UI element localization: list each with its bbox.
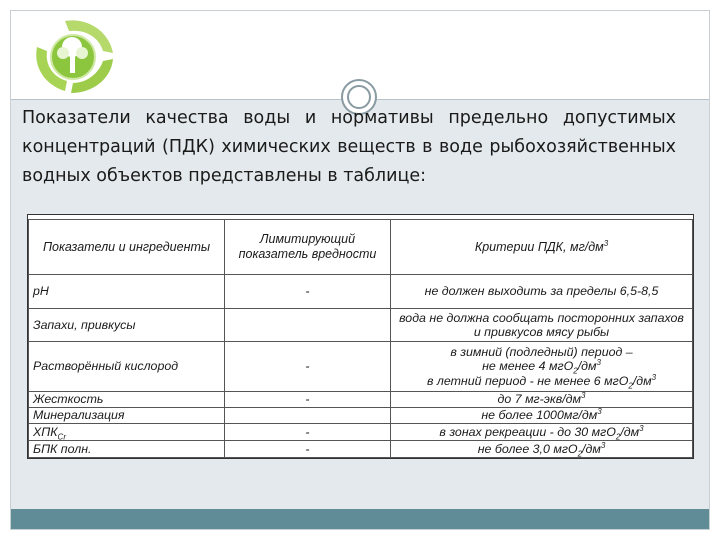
- pdk-table-container: [27, 214, 694, 459]
- table-row: [29, 441, 693, 458]
- criteria-winter-line2: не менее 4 мгО: [482, 359, 574, 374]
- header-pdk-criteria: Критерии ПДК, $мг/дм^3$: [391, 220, 693, 275]
- table-row: [29, 408, 693, 424]
- recycle-earth-logo-icon: [25, 15, 121, 95]
- table-header-row: [29, 220, 693, 275]
- row-criteria: до 7 $мг-экв/дм^3$: [391, 392, 693, 408]
- row-criteria: вода не должна сообщать посторонних запахов и привкусов мясу рыбы: [391, 309, 693, 342]
- row-criteria: не более $1000мг/дм^3$: [391, 408, 693, 424]
- row-name: рН: [29, 275, 225, 309]
- table-row: [29, 424, 693, 441]
- row-limit: -: [225, 275, 391, 309]
- header-indicators: Показатели и ингредиенты: [29, 220, 225, 275]
- criteria-summer-line: в летний период - не менее 6 мгО: [426, 373, 629, 388]
- table-row: [29, 309, 693, 342]
- row-name: БПК полн.: [29, 441, 225, 458]
- table-row: [29, 392, 693, 408]
- criteria-winter-line1: в зимний (подледный) период –: [450, 344, 633, 359]
- row-limit: [225, 309, 391, 342]
- row-limit: [225, 408, 391, 424]
- row-name: $ХПК_{Cr}$: [29, 424, 225, 441]
- row-name: Растворённый кислород: [29, 342, 225, 392]
- row-limit: -: [225, 441, 391, 458]
- row-criteria: не должен выходить за пределы 6,5-8,5: [391, 275, 693, 309]
- table-row: [29, 275, 693, 309]
- row-criteria: в зимний (подледный) период – не менее 4 $мгО_2/дм^3$ в летний период - не менее 6 $мгО_2/дм^3$: [391, 342, 693, 392]
- row-limit: -: [225, 342, 391, 392]
- row-name: Запахи, привкусы: [29, 309, 225, 342]
- row-criteria: не более 3,0 $мгО_2/дм^3$: [391, 441, 693, 458]
- row-name: Минерализация: [29, 408, 225, 424]
- row-criteria: в зонах рекреации - до 30 $мгО_2/дм^3$: [391, 424, 693, 441]
- intro-paragraph: Показатели качества воды и нормативы предельно допустимых концентраций (ПДК) химических веществ в воде рыбохозяйственных водных объектов представлены в таблице:: [22, 108, 676, 186]
- table-row: [29, 342, 693, 392]
- slide-bottom-bar: [11, 509, 709, 529]
- row-name: Жесткость: [29, 392, 225, 408]
- pdk-table: [28, 219, 693, 458]
- row-limit: -: [225, 392, 391, 408]
- header-limiting-index: Лимитирующий показатель вредности: [225, 220, 391, 275]
- row-limit: -: [225, 424, 391, 441]
